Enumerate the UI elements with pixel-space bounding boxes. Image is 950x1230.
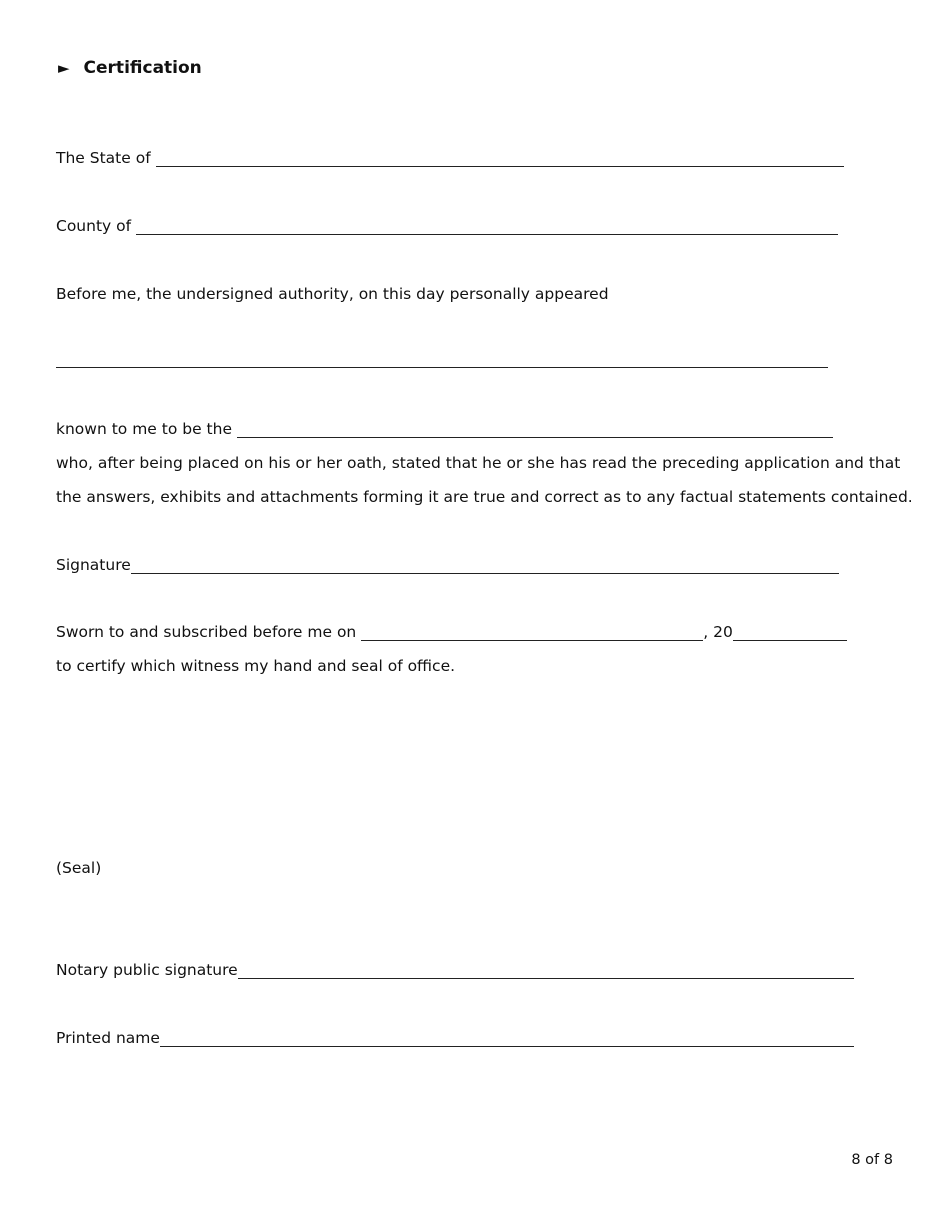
sworn-date-blank[interactable]: [361, 624, 703, 641]
state-blank[interactable]: [156, 150, 844, 167]
appeared-text: Before me, the undersigned authority, on this day personally appeared: [56, 285, 609, 303]
year-label: , 20: [703, 623, 733, 641]
sworn-label: Sworn to and subscribed before me on: [56, 623, 357, 641]
certify-text: to certify which witness my hand and seal of office.: [56, 657, 456, 675]
printed-name-row: [56, 1027, 854, 1049]
appeared-name-blank[interactable]: [56, 351, 828, 368]
year-blank[interactable]: [733, 624, 847, 641]
county-blank[interactable]: [136, 218, 838, 235]
capacity-blank[interactable]: [237, 421, 833, 438]
appeared-name-row: [56, 351, 828, 370]
county-label: County of: [56, 217, 132, 235]
county-row: [56, 215, 838, 237]
known-label: known to me to be the: [56, 420, 232, 438]
notary-signature-row: [56, 959, 854, 981]
notary-signature-blank[interactable]: [238, 962, 854, 979]
seal-label: (Seal): [56, 859, 102, 877]
known-row: [56, 418, 833, 440]
state-row: [56, 147, 844, 169]
signature-row: [56, 554, 839, 576]
oath-text-line1: who, after being placed on his or her oath, stated that he or she has read the preceding application and that: [56, 454, 901, 472]
printed-name-blank[interactable]: [160, 1030, 854, 1047]
triangle-bullet-icon: ►: [58, 59, 70, 77]
notary-signature-label: Notary public signature: [56, 961, 238, 979]
oath-text-line2: the answers, exhibits and attachments forming it are true and correct as to any factual statements contained.: [56, 488, 913, 506]
page-number: 8 of 8: [851, 1152, 893, 1168]
signature-label: Signature: [56, 556, 131, 574]
sworn-row: [56, 621, 847, 643]
signature-blank[interactable]: [131, 557, 839, 574]
section-title: Certification: [83, 58, 202, 78]
section-heading: [58, 58, 202, 78]
printed-name-label: Printed name: [56, 1029, 160, 1047]
state-label: The State of: [56, 149, 151, 167]
